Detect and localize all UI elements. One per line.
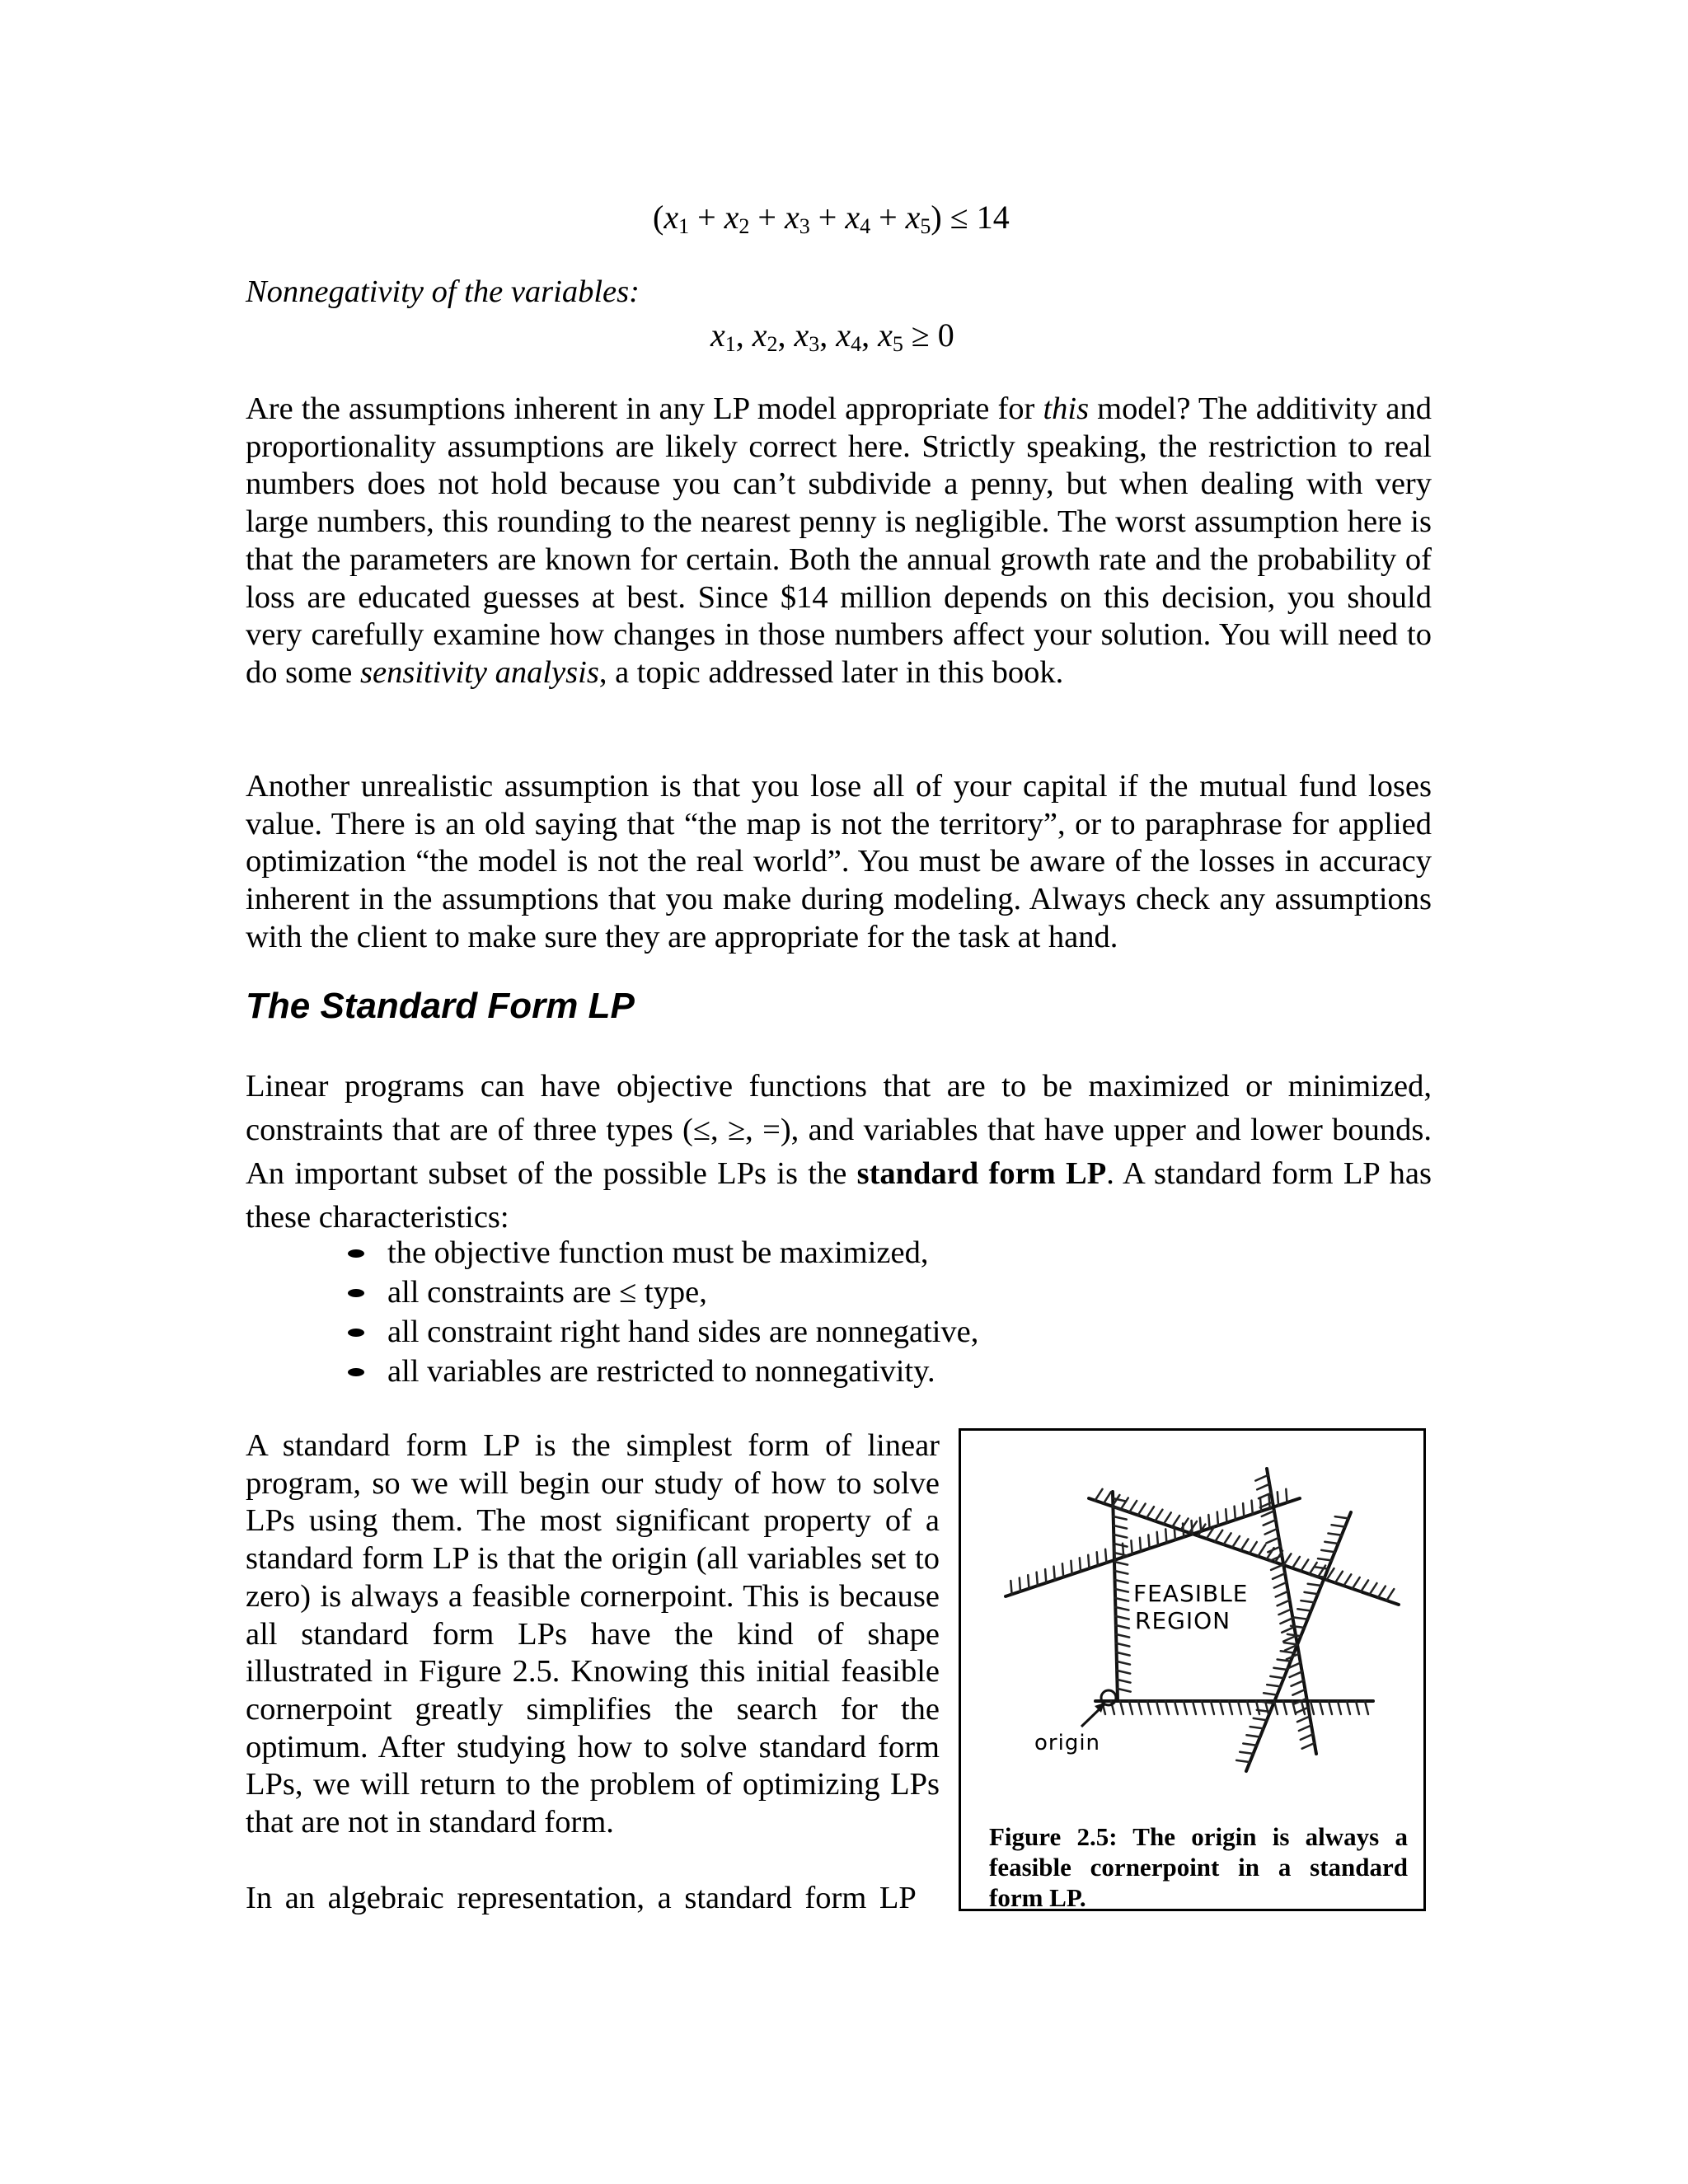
figure-caption: Figure 2.5: The origin is always a feasible cornerpoint in a standard form LP. [989, 1822, 1408, 1912]
paragraph-algebraic: In an algebraic representation, a standard form LP [246, 1881, 917, 1915]
nonnegativity-equation: $x_1$, $x_2$, $x_3$, $x_4$, $x_5 \ge 0$ [710, 316, 954, 356]
region-label: REGION [1135, 1607, 1231, 1634]
list-item: the objective function must be maximized, [348, 1233, 978, 1272]
paragraph-assumptions: Are the assumptions inherent in any LP model appropriate for this model? The additivity and proportionality assumptions are likely correct here. Strictly speaking, the restriction to real numbers does not hold because you can’t subdivide a penny, but when dealing with very large numbers, this rounding to the nearest penny is negligible. The worst assumption here is that the parameters are known for certain. Both the annual growth rate and the probability of loss are educated guesses at best. Since $14 million depends on this decision, you should very carefully examine how changes in those numbers affect your solution. You will need to do some sensitivity analysis, a topic addressed later in this book. [246, 391, 1432, 690]
budget-constraint-equation: $(x_1 + x_2 + x_3 + x_4 + x_5) \le 14$ [653, 199, 1010, 238]
paragraph-standard-form-intro: Linear programs can have objective functions that are to be maximized or minimized, constraints that are of three types (≤, ≥, =), and variables that have upper and lower bounds. An important subset of the possible LPs is the standard form LP. A standard form LP has these characteristics: [246, 1069, 1432, 1235]
list-item: all constraint right hand sides are nonnegative, [348, 1312, 978, 1352]
origin-marker [1101, 1690, 1116, 1705]
origin-label: origin [1034, 1731, 1101, 1755]
hatch-marks [1102, 1701, 1368, 1714]
paragraph-unrealistic-assumption: Another unrealistic assumption is that you lose all of your capital if the mutual fund loses value. There is an old saying that “the map is not the territory”, or to paraphrase for applied optimization “the model is not the real world”. You must be aware of the losses in accuracy inherent in the assumptions that you make during modeling. Always check any assumptions with the client to make sure they are appropriate for the task at hand. [246, 769, 1432, 954]
paragraph-origin-property: A standard form LP is the simplest form of linear program, so we will begin our study of how to solve LPs using them. The most significant property of a standard form LP is that the origin (all variables set to zero) is always a feasible cornerpoint. This is because all standard form LPs have the kind of shape illustrated in Figure 2.5. Knowing this initial feasible cornerpoint greatly simplifies the search for the optimum. After studying how to solve standard form LPs, we will return to the problem of optimizing LPs that are not in standard form. [246, 1428, 940, 1840]
list-item: all variables are restricted to nonnegativity. [348, 1352, 978, 1391]
nonnegativity-label: Nonnegativity of the variables: [246, 274, 640, 309]
list-item: all constraints are ≤ type, [348, 1272, 978, 1312]
section-heading: The Standard Form LP [246, 986, 635, 1026]
feasible-label: FEASIBLE [1133, 1580, 1249, 1607]
